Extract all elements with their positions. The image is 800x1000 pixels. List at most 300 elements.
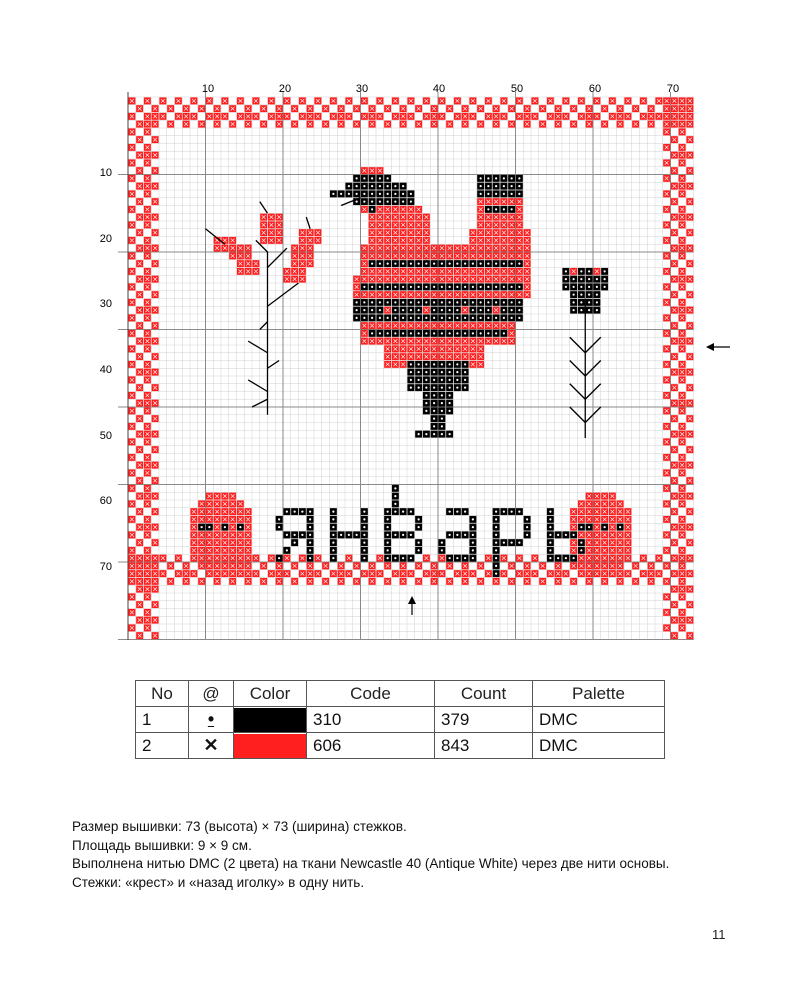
- black-stitch-dot: [495, 317, 497, 319]
- black-stitch-dot: [394, 495, 396, 497]
- black-stitch-dot: [619, 526, 621, 528]
- black-stitch-dot: [425, 263, 427, 265]
- left-label-50: 50: [99, 430, 112, 442]
- black-stitch-dot: [348, 534, 350, 536]
- black-stitch-dot: [418, 526, 420, 528]
- black-stitch-dot: [604, 278, 606, 280]
- black-stitch-dot: [402, 317, 404, 319]
- black-stitch-dot: [387, 511, 389, 513]
- black-stitch-dot: [557, 557, 559, 559]
- black-stitch-dot: [402, 534, 404, 536]
- black-stitch-dot: [549, 542, 551, 544]
- black-stitch-dot: [371, 317, 373, 319]
- black-stitch-dot: [441, 317, 443, 319]
- black-stitch-dot: [402, 263, 404, 265]
- black-stitch-dot: [332, 549, 334, 551]
- black-stitch-dot: [425, 317, 427, 319]
- legend-palette: DMC: [533, 707, 665, 733]
- black-stitch-dot: [410, 309, 412, 311]
- black-stitch-dot: [371, 286, 373, 288]
- black-stitch-dot: [371, 301, 373, 303]
- black-stitch-dot: [394, 317, 396, 319]
- black-stitch-dot: [456, 511, 458, 513]
- black-stitch-dot: [495, 518, 497, 520]
- black-stitch-dot: [511, 208, 513, 210]
- black-stitch-dot: [573, 309, 575, 311]
- black-stitch-dot: [596, 286, 598, 288]
- left-label-40: 40: [99, 364, 112, 376]
- black-stitch-dot: [596, 301, 598, 303]
- black-stitch-dot: [472, 301, 474, 303]
- black-stitch-dot: [410, 511, 412, 513]
- black-stitch-dot: [402, 201, 404, 203]
- black-stitch-dot: [464, 332, 466, 334]
- black-stitch-dot: [549, 511, 551, 513]
- black-stitch-dot: [588, 270, 590, 272]
- left-label-60: 60: [99, 495, 112, 507]
- black-stitch-dot: [518, 263, 520, 265]
- black-stitch-dot: [456, 332, 458, 334]
- black-stitch-dot: [208, 526, 210, 528]
- berry-stem: [260, 202, 268, 214]
- black-stitch-dot: [363, 549, 365, 551]
- black-stitch-dot: [363, 557, 365, 559]
- black-stitch-dot: [348, 193, 350, 195]
- black-stitch-dot: [511, 309, 513, 311]
- black-stitch-dot: [487, 185, 489, 187]
- black-stitch-dot: [472, 549, 474, 551]
- black-stitch-dot: [464, 371, 466, 373]
- black-stitch-dot: [356, 177, 358, 179]
- black-stitch-dot: [588, 286, 590, 288]
- black-stitch-dot: [565, 278, 567, 280]
- black-stitch-dot: [363, 301, 365, 303]
- black-stitch-dot: [433, 387, 435, 389]
- black-stitch-dot: [495, 526, 497, 528]
- black-stitch-dot: [402, 332, 404, 334]
- black-stitch-dot: [340, 534, 342, 536]
- black-stitch-dot: [464, 363, 466, 365]
- black-stitch-dot: [402, 557, 404, 559]
- legend-no: 2: [136, 733, 189, 759]
- legend-palette: DMC: [533, 733, 665, 759]
- black-stitch-dot: [580, 270, 582, 272]
- black-stitch-dot: [480, 332, 482, 334]
- black-stitch-dot: [379, 177, 381, 179]
- black-stitch-dot: [487, 263, 489, 265]
- black-stitch-dot: [402, 511, 404, 513]
- black-stitch-dot: [371, 263, 373, 265]
- black-stitch-dot: [503, 177, 505, 179]
- black-stitch-dot: [580, 286, 582, 288]
- black-stitch-dot: [418, 332, 420, 334]
- black-stitch-dot: [495, 193, 497, 195]
- black-stitch-dot: [371, 309, 373, 311]
- black-stitch-dot: [464, 557, 466, 559]
- black-stitch-dot: [394, 309, 396, 311]
- black-stitch-dot: [410, 332, 412, 334]
- black-stitch-dot: [511, 511, 513, 513]
- black-stitch-dot: [449, 534, 451, 536]
- black-stitch-dot: [294, 511, 296, 513]
- black-stitch-dot: [356, 185, 358, 187]
- black-stitch-dot: [549, 518, 551, 520]
- black-stitch-dot: [573, 557, 575, 559]
- black-stitch-dot: [518, 317, 520, 319]
- black-stitch-dot: [433, 309, 435, 311]
- black-stitch-dot: [580, 309, 582, 311]
- black-stitch-dot: [511, 301, 513, 303]
- black-stitch-dot: [604, 286, 606, 288]
- black-stitch-dot: [394, 301, 396, 303]
- black-stitch-dot: [441, 379, 443, 381]
- black-stitch-dot: [371, 193, 373, 195]
- black-stitch-dot: [449, 317, 451, 319]
- black-stitch-dot: [379, 309, 381, 311]
- black-stitch-dot: [480, 301, 482, 303]
- black-stitch-dot: [518, 511, 520, 513]
- black-stitch-dot: [418, 549, 420, 551]
- black-stitch-dot: [518, 309, 520, 311]
- black-stitch-dot: [511, 193, 513, 195]
- black-stitch-dot: [480, 286, 482, 288]
- legend-row: [136, 707, 665, 733]
- black-stitch-dot: [449, 402, 451, 404]
- black-stitch-dot: [356, 534, 358, 536]
- legend-symbol-dot: •: [189, 707, 234, 733]
- black-stitch-dot: [387, 534, 389, 536]
- black-stitch-dot: [363, 177, 365, 179]
- berry-stem: [306, 217, 310, 229]
- black-stitch-dot: [511, 317, 513, 319]
- black-stitch-dot: [418, 317, 420, 319]
- black-stitch-dot: [596, 294, 598, 296]
- top-label-50: 50: [510, 83, 524, 95]
- black-stitch-dot: [309, 534, 311, 536]
- black-stitch-dot: [503, 193, 505, 195]
- black-stitch-dot: [363, 317, 365, 319]
- top-label-60: 60: [588, 83, 602, 95]
- black-stitch-dot: [201, 526, 203, 528]
- black-stitch-dot: [449, 433, 451, 435]
- black-stitch-dot: [441, 263, 443, 265]
- branch-twig: [248, 341, 267, 353]
- black-stitch-dot: [495, 332, 497, 334]
- black-stitch-dot: [410, 193, 412, 195]
- black-stitch-dot: [301, 511, 303, 513]
- black-stitch-dot: [363, 542, 365, 544]
- black-stitch-dot: [573, 286, 575, 288]
- black-stitch-dot: [549, 549, 551, 551]
- black-stitch-dot: [402, 309, 404, 311]
- black-stitch-dot: [418, 542, 420, 544]
- black-stitch-dot: [309, 526, 311, 528]
- black-stitch-dot: [425, 387, 427, 389]
- black-stitch-dot: [464, 317, 466, 319]
- black-stitch-dot: [394, 557, 396, 559]
- black-stitch-dot: [433, 332, 435, 334]
- black-stitch-dot: [480, 177, 482, 179]
- black-stitch-dot: [464, 534, 466, 536]
- black-stitch-dot: [503, 511, 505, 513]
- black-stitch-dot: [418, 387, 420, 389]
- black-stitch-dot: [278, 518, 280, 520]
- black-stitch-dot: [402, 185, 404, 187]
- black-stitch-dot: [394, 201, 396, 203]
- black-stitch-dot: [480, 309, 482, 311]
- black-stitch-dot: [511, 185, 513, 187]
- black-stitch-dot: [379, 193, 381, 195]
- black-stitch-dot: [456, 301, 458, 303]
- branch-twig: [268, 248, 287, 267]
- black-stitch-dot: [464, 301, 466, 303]
- black-stitch-dot: [472, 534, 474, 536]
- black-stitch-dot: [441, 332, 443, 334]
- black-stitch-dot: [472, 542, 474, 544]
- black-stitch-dot: [495, 286, 497, 288]
- black-stitch-dot: [456, 387, 458, 389]
- black-stitch-dot: [425, 402, 427, 404]
- black-stitch-dot: [433, 425, 435, 427]
- black-stitch-dot: [394, 487, 396, 489]
- black-stitch-dot: [418, 286, 420, 288]
- black-stitch-dot: [495, 511, 497, 513]
- black-stitch-dot: [418, 518, 420, 520]
- black-stitch-dot: [441, 542, 443, 544]
- black-stitch-dot: [425, 301, 427, 303]
- black-stitch-dot: [549, 526, 551, 528]
- black-stitch-dot: [433, 394, 435, 396]
- black-stitch-dot: [402, 301, 404, 303]
- description-area: Площадь вышивки: 9 × 9 см.: [72, 837, 252, 853]
- black-stitch-dot: [239, 526, 241, 528]
- black-stitch-dot: [425, 332, 427, 334]
- black-stitch-dot: [596, 278, 598, 280]
- thread-legend-table: [135, 680, 665, 759]
- black-stitch-dot: [604, 526, 606, 528]
- black-stitch-dot: [511, 542, 513, 544]
- black-stitch-dot: [394, 534, 396, 536]
- black-stitch-dot: [441, 410, 443, 412]
- black-stitch-dot: [394, 503, 396, 505]
- black-stitch-dot: [495, 549, 497, 551]
- legend-code: 606: [307, 733, 435, 759]
- black-stitch-dot: [371, 208, 373, 210]
- black-stitch-dot: [363, 193, 365, 195]
- black-stitch-dot: [456, 557, 458, 559]
- black-stitch-dot: [503, 208, 505, 210]
- black-stitch-dot: [441, 363, 443, 365]
- black-stitch-dot: [387, 185, 389, 187]
- black-stitch-dot: [487, 301, 489, 303]
- black-stitch-dot: [580, 301, 582, 303]
- black-stitch-dot: [363, 185, 365, 187]
- black-stitch-dot: [410, 286, 412, 288]
- black-stitch-dot: [526, 534, 528, 536]
- left-label-10: 10: [99, 167, 112, 179]
- black-stitch-dot: [487, 317, 489, 319]
- black-stitch-dot: [580, 294, 582, 296]
- black-stitch-dot: [503, 542, 505, 544]
- black-stitch-dot: [418, 371, 420, 373]
- black-stitch-dot: [549, 557, 551, 559]
- black-stitch-dot: [371, 332, 373, 334]
- black-stitch-dot: [503, 317, 505, 319]
- black-stitch-dot: [309, 557, 311, 559]
- black-stitch-dot: [394, 263, 396, 265]
- black-stitch-dot: [425, 410, 427, 412]
- black-stitch-dot: [472, 557, 474, 559]
- legend-header-no: No: [136, 681, 189, 707]
- black-stitch-dot: [418, 379, 420, 381]
- black-stitch-dot: [340, 193, 342, 195]
- black-stitch-dot: [456, 309, 458, 311]
- black-stitch-dot: [410, 263, 412, 265]
- black-stitch-dot: [410, 534, 412, 536]
- black-stitch-dot: [410, 301, 412, 303]
- black-stitch-dot: [441, 425, 443, 427]
- black-stitch-dot: [309, 542, 311, 544]
- black-stitch-dot: [371, 185, 373, 187]
- top-label-20: 20: [278, 83, 292, 95]
- black-stitch-dot: [495, 208, 497, 210]
- black-stitch-dot: [480, 317, 482, 319]
- black-stitch-dot: [379, 286, 381, 288]
- black-stitch-dot: [433, 410, 435, 412]
- black-stitch-dot: [441, 301, 443, 303]
- black-stitch-dot: [526, 518, 528, 520]
- black-stitch-dot: [418, 309, 420, 311]
- black-stitch-dot: [549, 534, 551, 536]
- right-arrow-head: [706, 343, 714, 351]
- black-stitch-dot: [472, 317, 474, 319]
- black-stitch-dot: [387, 193, 389, 195]
- black-stitch-dot: [379, 185, 381, 187]
- legend-count: 843: [435, 733, 533, 759]
- black-stitch-dot: [573, 278, 575, 280]
- black-stitch-dot: [433, 317, 435, 319]
- black-stitch-dot: [332, 534, 334, 536]
- black-stitch-dot: [394, 185, 396, 187]
- legend-header-count: Count: [435, 681, 533, 707]
- black-stitch-dot: [387, 332, 389, 334]
- black-stitch-dot: [480, 193, 482, 195]
- black-stitch-dot: [402, 286, 404, 288]
- black-stitch-dot: [503, 301, 505, 303]
- black-stitch-dot: [518, 185, 520, 187]
- black-stitch-dot: [224, 526, 226, 528]
- black-stitch-dot: [410, 387, 412, 389]
- black-stitch-dot: [286, 534, 288, 536]
- black-stitch-dot: [410, 371, 412, 373]
- legend-header-row: [136, 681, 665, 707]
- left-label-70: 70: [99, 561, 112, 573]
- black-stitch-dot: [449, 301, 451, 303]
- black-stitch-dot: [503, 185, 505, 187]
- black-stitch-dot: [441, 371, 443, 373]
- black-stitch-dot: [425, 394, 427, 396]
- black-stitch-dot: [580, 542, 582, 544]
- black-stitch-dot: [456, 534, 458, 536]
- top-label-40: 40: [432, 83, 446, 95]
- black-stitch-dot: [418, 263, 420, 265]
- black-stitch-dot: [449, 371, 451, 373]
- black-stitch-dot: [518, 286, 520, 288]
- black-stitch-dot: [379, 263, 381, 265]
- black-stitch-dot: [433, 379, 435, 381]
- black-stitch-dot: [433, 286, 435, 288]
- black-stitch-dot: [394, 332, 396, 334]
- black-stitch-dot: [294, 542, 296, 544]
- black-stitch-dot: [565, 534, 567, 536]
- legend-header-symbol: @: [189, 681, 234, 707]
- black-stitch-dot: [425, 371, 427, 373]
- black-stitch-dot: [472, 286, 474, 288]
- black-stitch-dot: [487, 208, 489, 210]
- legend-symbol-cross: ✕: [189, 733, 234, 759]
- left-label-30: 30: [99, 298, 112, 310]
- black-stitch-dot: [441, 309, 443, 311]
- black-stitch-dot: [456, 379, 458, 381]
- black-stitch-dot: [495, 534, 497, 536]
- black-stitch-dot: [425, 286, 427, 288]
- black-stitch-dot: [356, 301, 358, 303]
- black-stitch-dot: [387, 549, 389, 551]
- black-stitch-dot: [356, 201, 358, 203]
- black-stitch-dot: [472, 263, 474, 265]
- black-stitch-dot: [387, 301, 389, 303]
- black-stitch-dot: [588, 278, 590, 280]
- black-stitch-dot: [456, 263, 458, 265]
- black-stitch-dot: [441, 418, 443, 420]
- black-stitch-dot: [580, 549, 582, 551]
- black-stitch-dot: [449, 387, 451, 389]
- black-stitch-dot: [441, 387, 443, 389]
- black-stitch-dot: [588, 301, 590, 303]
- black-stitch-dot: [518, 542, 520, 544]
- black-stitch-dot: [518, 301, 520, 303]
- black-stitch-dot: [433, 433, 435, 435]
- black-stitch-dot: [487, 193, 489, 195]
- black-stitch-dot: [449, 410, 451, 412]
- black-stitch-dot: [449, 363, 451, 365]
- black-stitch-dot: [511, 177, 513, 179]
- black-stitch-dot: [518, 193, 520, 195]
- black-stitch-dot: [588, 309, 590, 311]
- description-stitches: Стежки: «крест» и «назад иголку» в одну нить.: [72, 874, 365, 890]
- black-stitch-dot: [573, 294, 575, 296]
- black-stitch-dot: [472, 526, 474, 528]
- black-stitch-dot: [464, 511, 466, 513]
- black-stitch-dot: [410, 379, 412, 381]
- black-stitch-dot: [526, 526, 528, 528]
- black-stitch-dot: [379, 317, 381, 319]
- black-stitch-dot: [394, 511, 396, 513]
- black-stitch-dot: [456, 286, 458, 288]
- black-stitch-dot: [402, 193, 404, 195]
- legend-color-swatch-red: [234, 733, 307, 759]
- black-stitch-dot: [573, 301, 575, 303]
- legend-count: 379: [435, 707, 533, 733]
- black-stitch-dot: [387, 557, 389, 559]
- black-stitch-dot: [495, 301, 497, 303]
- black-stitch-dot: [363, 518, 365, 520]
- black-stitch-dot: [441, 433, 443, 435]
- black-stitch-dot: [449, 263, 451, 265]
- branch-twig: [248, 380, 267, 392]
- black-stitch-dot: [294, 534, 296, 536]
- black-stitch-dot: [363, 511, 365, 513]
